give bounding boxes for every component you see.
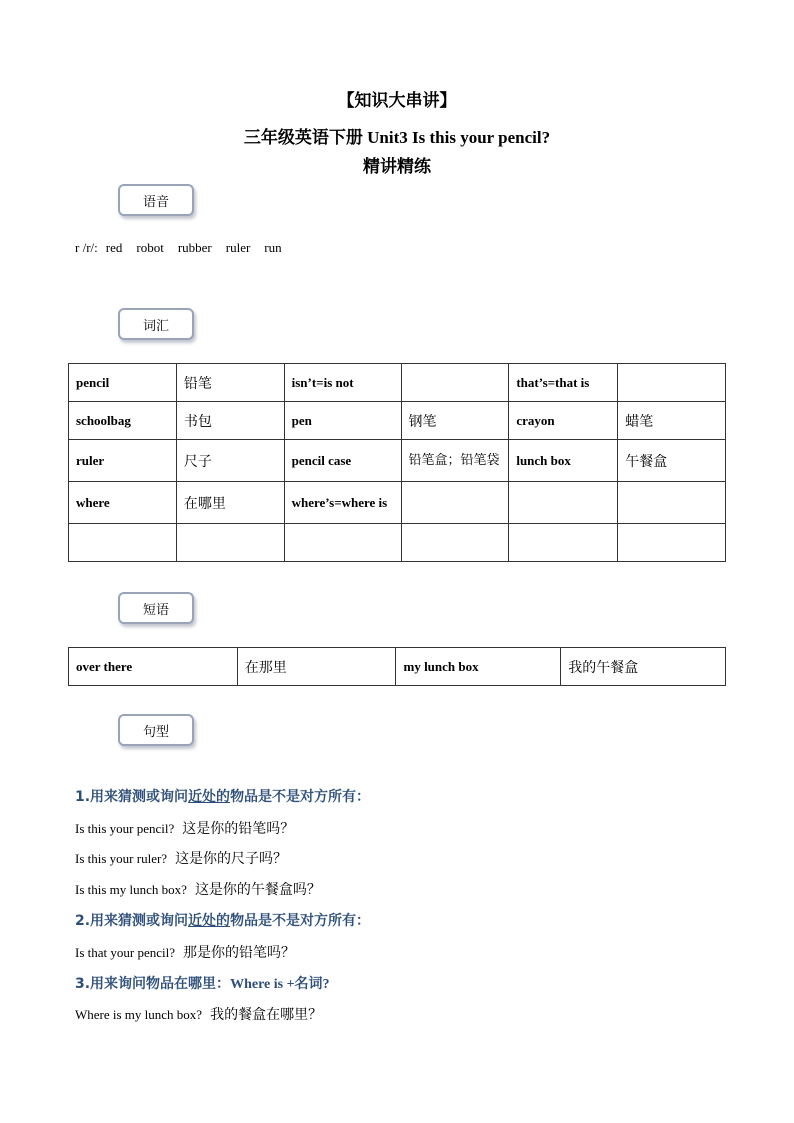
vocab-en-cell: schoolbag (69, 402, 177, 440)
pattern-heading-3 (75, 973, 330, 993)
pattern-heading-1 (75, 786, 370, 806)
vocab-empty-cell (401, 524, 509, 562)
table-row (69, 648, 726, 686)
phrase-cn-cell: 我的午餐盒 (561, 648, 726, 686)
heading-text: 3.用来询问物品在哪里： (75, 976, 231, 992)
vocab-en-cell: where’s=where is (284, 482, 401, 524)
sentence-cn: 这是你的铅笔吗？ (182, 821, 295, 837)
vocab-empty-cell (509, 524, 618, 562)
heading-underlined: 近处的 (188, 789, 231, 805)
phonics-word: run (264, 240, 282, 255)
vocab-en-cell (509, 482, 618, 524)
vocab-cn-cell: 在哪里 (176, 482, 284, 524)
sentence-en: Where is my lunch box? (75, 1007, 203, 1022)
vocab-cn-cell: 尺子 (176, 440, 284, 482)
vocab-cn-cell: 午餐盒 (618, 440, 726, 482)
example-sentence (75, 818, 294, 838)
vocab-en-cell: lunch box (509, 440, 618, 482)
section-label-phrases: 短语 (118, 592, 194, 624)
vocab-cn-cell: 钢笔 (401, 402, 509, 440)
table-row (69, 440, 726, 482)
phonics-word: rubber (177, 240, 212, 255)
vocab-en-cell: isn’t=is not (284, 364, 401, 402)
phonics-word: red (105, 240, 123, 255)
sentence-en: Is this your pencil? (75, 821, 175, 836)
vocab-en-cell: crayon (509, 402, 618, 440)
table-row (69, 482, 726, 524)
vocab-cn-cell (401, 364, 509, 402)
vocab-cn-cell: 书包 (176, 402, 284, 440)
table-row (69, 364, 726, 402)
vocab-cn-cell (618, 364, 726, 402)
vocab-cn-cell (401, 482, 509, 524)
vocab-cn-cell: 蜡笔 (618, 402, 726, 440)
vocabulary-table (68, 363, 726, 562)
sentence-en: Is this your ruler? (75, 851, 168, 866)
sentence-cn: 那是你的铅笔吗？ (183, 945, 295, 961)
heading-text: 1.用来猜测或询问 (75, 789, 189, 805)
section-label-sentences: 句型 (118, 714, 194, 746)
phonics-word: robot (136, 240, 164, 255)
heading-text: 物品是不是对方所有： (230, 789, 371, 805)
vocab-en-cell: pen (284, 402, 401, 440)
example-sentence (75, 942, 295, 962)
vocab-cn-cell: 铅笔盒；铅笔袋 (401, 440, 509, 482)
vocab-empty-cell (69, 524, 177, 562)
bracket-title: 【知识大串讲】 (337, 91, 457, 110)
example-sentence (75, 848, 287, 868)
phrase-en-cell: my lunch box (396, 648, 561, 686)
vocab-empty-cell (284, 524, 401, 562)
page-title: 三年级英语下册 Unit3 Is this your pencil? (243, 128, 551, 147)
pattern-heading-2 (75, 910, 370, 930)
table-row (69, 402, 726, 440)
sentence-en: Is that your pencil? (75, 945, 175, 960)
phrase-en-cell: over there (69, 648, 238, 686)
heading-underlined: 近处的 (188, 913, 231, 929)
sentence-cn: 我的餐盒在哪里？ (210, 1007, 323, 1023)
phonics-word: ruler (225, 240, 251, 255)
sentence-cn: 这是你的午餐盒吗？ (194, 882, 321, 898)
vocab-cn-cell (618, 482, 726, 524)
vocab-en-cell: where (69, 482, 177, 524)
phonics-prefix: r /r/: (75, 240, 98, 255)
vocab-empty-cell (176, 524, 284, 562)
vocab-empty-cell (618, 524, 726, 562)
phonics-line (75, 240, 296, 256)
vocab-cn-cell: 铅笔 (176, 364, 284, 402)
heading-text: 2.用来猜测或询问 (75, 913, 189, 929)
section-label-vocabulary: 词汇 (118, 308, 194, 340)
sentence-cn: 这是你的尺子吗？ (175, 851, 288, 867)
sentence-en: Is this my lunch box? (75, 882, 187, 897)
vocab-en-cell: ruler (69, 440, 177, 482)
heading-formula: Where is +名词? (230, 977, 330, 992)
heading-text: 物品是不是对方所有： (230, 913, 371, 929)
example-sentence (75, 1004, 322, 1024)
vocab-en-cell: pencil (69, 364, 177, 402)
section-label-pronunciation: 语音 (118, 184, 194, 216)
example-sentence (75, 879, 321, 899)
table-row (69, 524, 726, 562)
page-subtitle: 精讲精练 (363, 157, 431, 176)
phrase-cn-cell: 在那里 (237, 648, 396, 686)
vocab-en-cell: pencil case (284, 440, 401, 482)
vocab-en-cell: that’s=that is (509, 364, 618, 402)
phrase-table (68, 647, 726, 686)
